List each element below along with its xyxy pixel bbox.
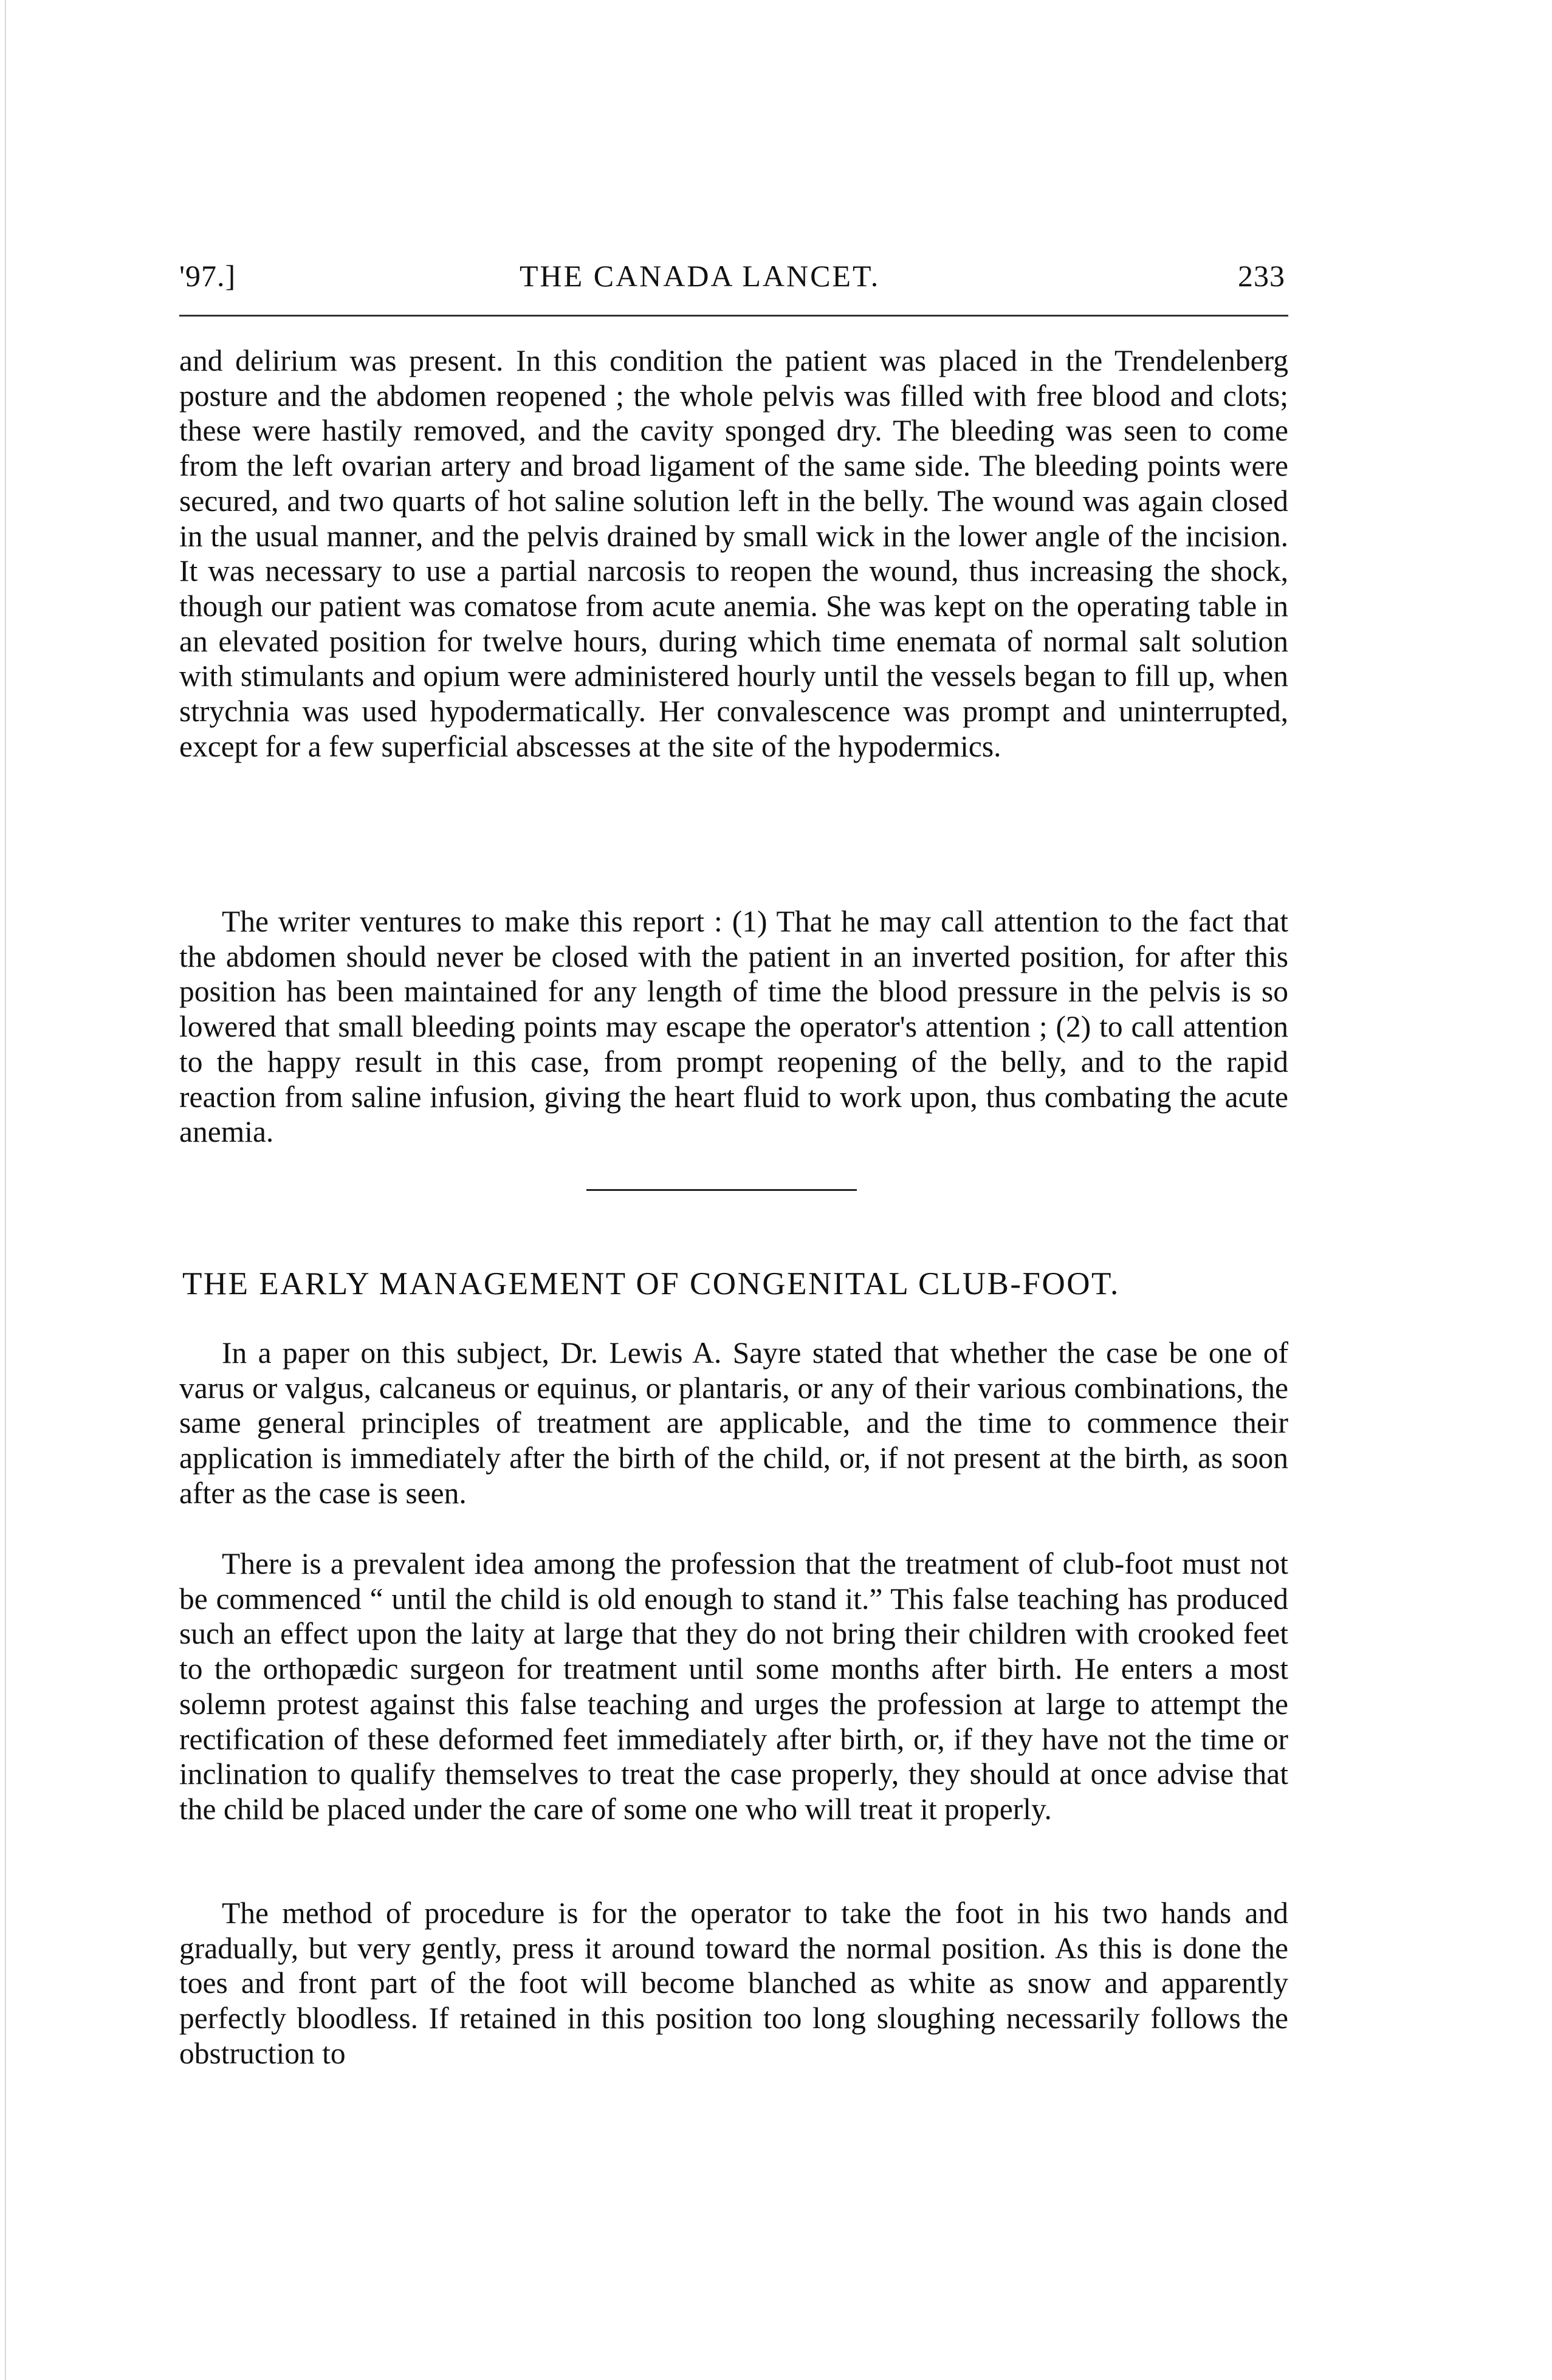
body-paragraph [179,1336,1288,1511]
body-paragraph [179,1546,1288,1827]
journal-title: THE CANADA LANCET. [520,259,881,293]
paragraph-text: The writer ventures to make this report : (1) That he may call attention to the fact that the abdomen should never be closed with the patient in an inverted position, for after this position has been maintained for any length of time the blood pressure in the pelvis is so lowered that small bleeding points may escape the operator's attention ; (2) to call attention to the happy result in this case, from prompt reopening of the belly, and to the rapid reaction from saline infusion, giving the heart fluid to work upon, thus combating the acute anemia. [179,905,1288,1149]
header-rule [179,315,1288,317]
paragraph-text: There is a prevalent idea among the profession that the treatment of club-foot must not be commenced “ until the child is old enough to stand it.” This false teaching has produced such an effect upon the laity at large that they do not bring their children with crooked feet to the orthopædic surgeon for treatment until some months after birth. He enters a most solemn protest against this false teaching and urges the profession at large to attempt the rectification of these deformed feet immediately after birth, or, if they have not the time or inclination to qualify themselves to treat the case properly, they should at once advise that the child be placed under the care of some one who will treat it properly. [179,1547,1288,1826]
page-number: 233 [1238,259,1285,293]
page-edge-line [5,0,6,2380]
body-paragraph [179,1896,1288,2071]
paragraph-text: The method of procedure is for the operator to take the foot in his two hands and gradually, but very gently, press it around toward the normal position. As this is done the toes and front part of the foot will become blanched as white as snow and apparently perfectly bloodless. If retained in this position too long sloughing necessarily follows the obstruction to [179,1896,1288,2070]
section-title: THE EARLY MANAGEMENT OF CONGENITAL CLUB-FOOT. [182,1266,1120,1301]
section-divider [586,1189,857,1191]
paragraph-text: and delirium was present. In this condition the patient was placed in the Trendelenberg posture and the abdomen reopened ; the whole pelvis was filled with free blood and clots; these were hastily removed, and the cavity sponged dry. The bleeding was seen to come from the left ovarian artery and broad ligament of the same side. The bleeding points were secured, and two quarts of hot saline solution left in the belly. The wound was again closed in the usual manner, and the pelvis drained by small wick in the lower angle of the incision. It was necessary to use a partial narcosis to reopen the wound, thus increasing the shock, though our patient was comatose from acute anemia. She was kept on the operating table in an elevated position for twelve hours, during which time enemata of normal salt solution with stimulants and opium were administered hourly until the vessels began to fill up, when strychnia was used hypodermatically. Her convalescence was prompt and uninterrupted, except for a few superficial abscesses at the site of the hypodermics. [179,344,1288,763]
paragraph-text: In a paper on this subject, Dr. Lewis A. Sayre stated that whether the case be one of varus or valgus, calcaneus or equinus, or plantaris, or any of their various combinations, the same general principles of treatment are applicable, and the time to commence their application is immediately after the birth of the child, or, if not present at the birth, as soon after as the case is seen. [179,1336,1288,1510]
body-paragraph [179,343,1288,764]
body-paragraph [179,904,1288,1150]
running-head [179,258,1285,295]
running-head-date: '97.] [179,259,236,293]
